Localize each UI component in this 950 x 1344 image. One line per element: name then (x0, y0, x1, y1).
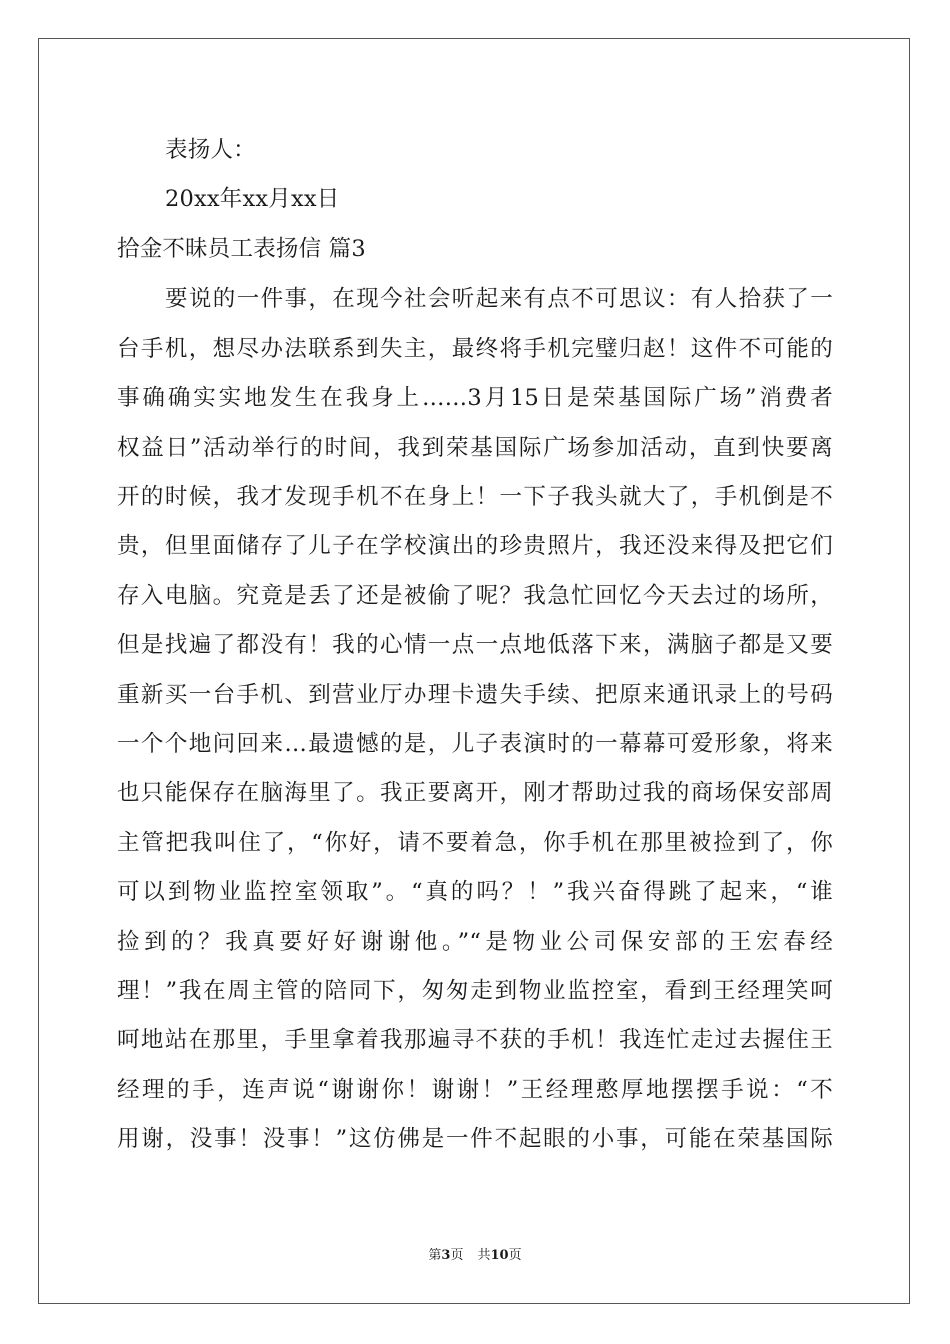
page-border (38, 38, 910, 1304)
paragraph-line: 主管把我叫住了，“你好，请不要着急，你手机在那里被捡到了，你 (117, 830, 833, 856)
paragraph-line: 呵地站在那里，手里拿着我那遍寻不获的手机！我连忙走过去握住王 (117, 1027, 833, 1053)
paragraph-line: 可以到物业监控室领取”。“真的吗？！”我兴奋得跳了起来，“谁 (117, 879, 833, 905)
total-prefix: 共 (477, 1248, 491, 1263)
page-number: 3 (441, 1248, 451, 1263)
paragraph-line: 用谢，没事！没事！”这仿佛是一件不起眼的小事，可能在荣基国际 (117, 1126, 833, 1152)
paragraph-line: 事确确实实地发生在我身上……3月15日是荣基国际广场”消费者 (117, 385, 833, 411)
signature-label: 表扬人： (165, 137, 256, 163)
total-suffix: 页 (508, 1248, 522, 1263)
letter-date: 20xx年xx月xx日 (165, 186, 340, 212)
total-pages: 10 (490, 1248, 509, 1263)
paragraph-line: 也只能保存在脑海里了。我正要离开，刚才帮助过我的商场保安部周 (117, 780, 833, 806)
paragraph-line: 重新买一台手机、到营业厅办理卡遗失手续、把原来通讯录上的号码 (117, 682, 833, 708)
paragraph-line: 捡到的？我真要好好谢谢他。”“是物业公司保安部的王宏春经 (117, 929, 833, 955)
paragraph-line: 开的时候，我才发现手机不在身上！一下子我头就大了，手机倒是不 (117, 484, 833, 510)
paragraph-line: 台手机，想尽办法联系到失主，最终将手机完璧归赵！这件不可能的 (117, 336, 833, 362)
paragraph-line: 要说的一件事，在现今社会听起来有点不可思议：有人拾获了一 (165, 286, 833, 312)
paragraph-line: 贵，但里面储存了儿子在学校演出的珍贵照片，我还没来得及把它们 (117, 533, 833, 559)
paragraph-line: 理！”我在周主管的陪同下，匆匆走到物业监控室，看到王经理笑呵 (117, 978, 833, 1004)
section-title: 拾金不昧员工表扬信 篇3 (117, 236, 366, 262)
paragraph-line: 存入电脑。究竟是丢了还是被偷了呢？我急忙回忆今天去过的场所， (117, 583, 833, 609)
page-footer (0, 1248, 950, 1264)
paragraph-line: 经理的手，连声说“谢谢你！谢谢！”王经理憨厚地摆摆手说：“不 (117, 1077, 833, 1103)
paragraph-line: 但是找遍了都没有！我的心情一点一点地低落下来，满脑子都是又要 (117, 632, 833, 658)
paragraph-line: 一个个地问回来…最遗憾的是，儿子表演时的一幕幕可爱形象，将来 (117, 731, 833, 757)
page-prefix: 第 (428, 1248, 442, 1263)
paragraph-line: 权益日”活动举行的时间，我到荣基国际广场参加活动，直到快要离 (117, 435, 833, 461)
page-suffix: 页 (450, 1248, 464, 1263)
